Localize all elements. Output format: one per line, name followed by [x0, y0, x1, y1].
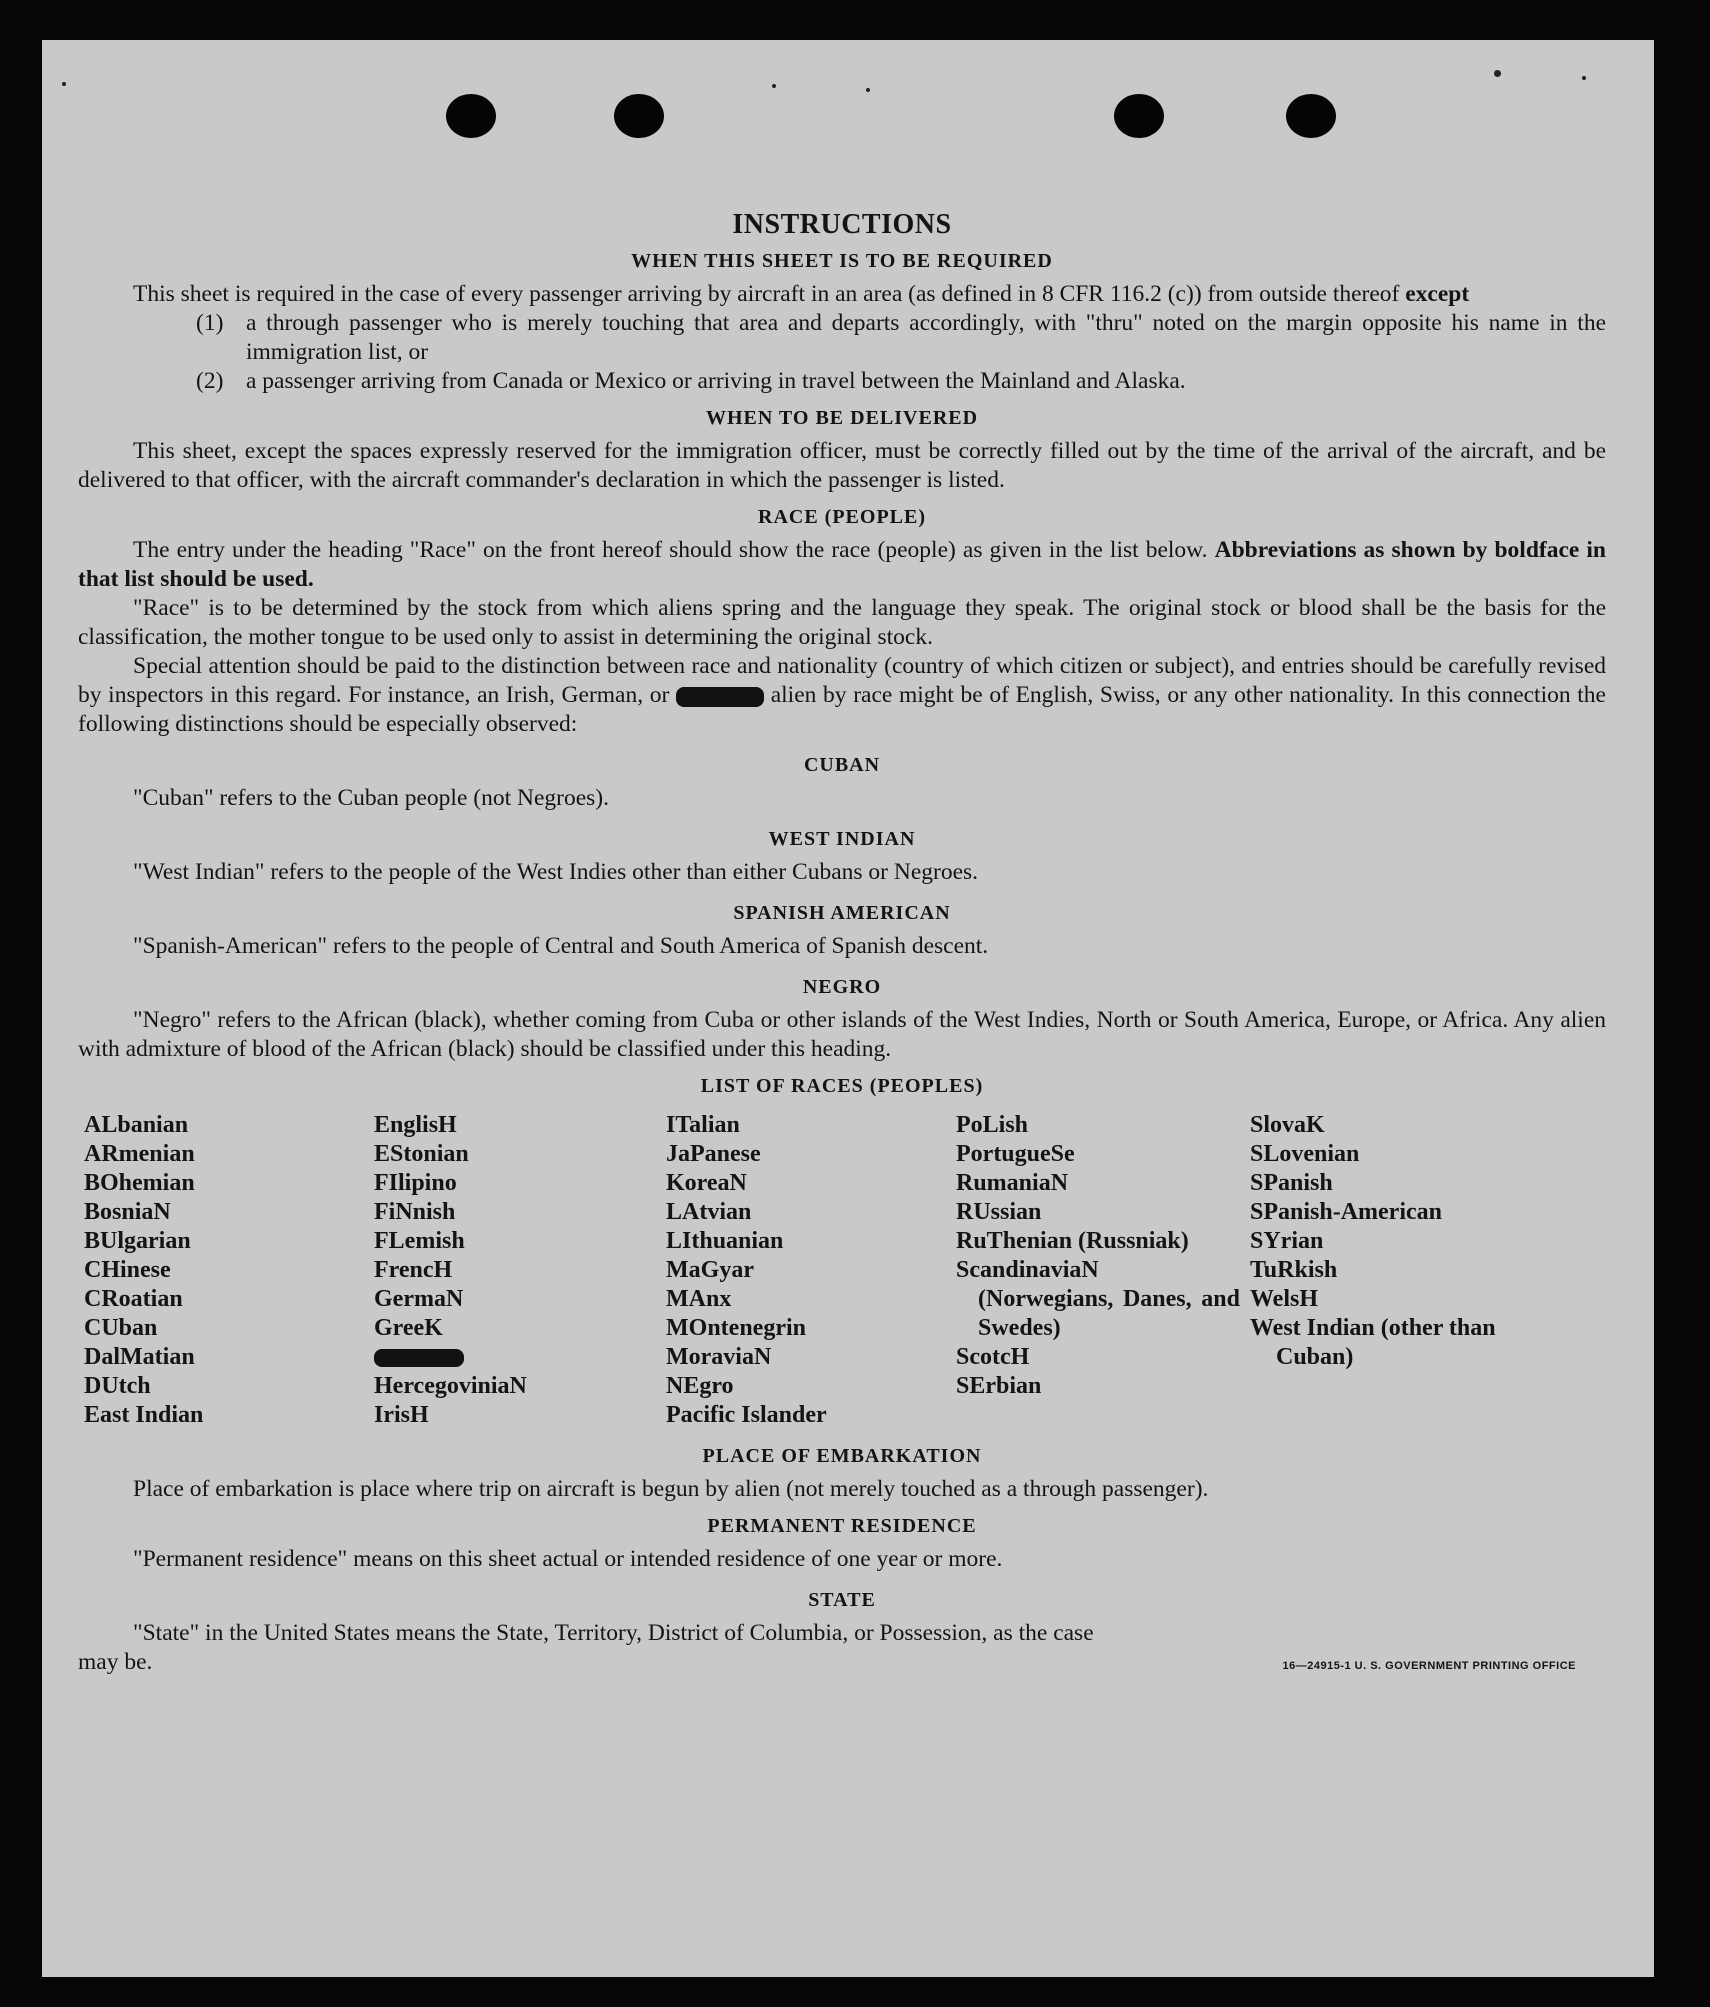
list-item: CHinese	[84, 1257, 171, 1283]
races-column-1	[78, 1111, 374, 1430]
heading-list-of-races: LIST OF RACES (PEOPLES)	[700, 1075, 984, 1097]
races-column-3	[666, 1111, 956, 1430]
list-item: PortugueSe	[956, 1141, 1075, 1167]
list-item: SPanish	[1250, 1170, 1333, 1196]
heading-embarkation: PLACE OF EMBARKATION	[702, 1445, 982, 1467]
list-item: FLemish	[374, 1228, 465, 1254]
heading-permanent-residence: PERMANENT RESIDENCE	[707, 1515, 977, 1537]
redaction-mark	[374, 1349, 464, 1367]
heading-west-indian: WEST INDIAN	[768, 828, 916, 850]
list-item: RUssian	[956, 1199, 1042, 1225]
list-item: SlovaK	[1250, 1112, 1325, 1138]
list-item: ScotcH	[956, 1344, 1030, 1370]
state-text-end: may be. 16—24915-1 U. S. GOVERNMENT PRINTING OFFICE	[78, 1648, 1606, 1681]
heading-state: STATE	[808, 1589, 876, 1611]
list-item: MOntenegrin	[666, 1315, 806, 1341]
heading-negro: NEGRO	[802, 976, 882, 998]
punch-hole	[1286, 94, 1336, 138]
list-item: NEgro	[666, 1373, 734, 1399]
list-item: MAnx	[666, 1286, 732, 1312]
list-item: RuThenian (Russniak)	[956, 1228, 1189, 1254]
list-item: ALbanian	[84, 1112, 189, 1138]
paper-speck	[1582, 76, 1586, 80]
list-item: MaGyar	[666, 1257, 754, 1283]
list-item: IrisH	[374, 1402, 429, 1428]
list-item: SPanish-American	[1250, 1199, 1442, 1225]
list-item: SLovenian	[1250, 1141, 1360, 1167]
punch-hole	[614, 94, 664, 138]
negro-text: "Negro" refers to the African (black), whether coming from Cuba or other islands of the West Indies, North or South America, Europe, or Africa. Any alien with admixture of blood of the African (black) should be classified under this heading.	[78, 1007, 1606, 1062]
printing-office-footer: 16—24915-1 U. S. GOVERNMENT PRINTING OFFICE	[1282, 1660, 1576, 1672]
redaction-mark	[676, 687, 764, 707]
list-item: West Indian (other than Cuban)	[1250, 1315, 1496, 1370]
list-item: BOhemian	[84, 1170, 195, 1196]
list-item: FIlipino	[374, 1170, 457, 1196]
heading-race: RACE (PEOPLE)	[758, 506, 926, 528]
list-item: (1) a through passenger who is merely touching that area and departs accordingly, with "thru" noted on the margin opposite his name in the immigration list, or	[196, 310, 1606, 365]
race-paragraph-3: Special attention should be paid to the distinction between race and nationality (country of which citizen or subject), and entries should be carefully revised by inspectors in this regard. For instance, an Irish, German, or alien by race might be of English, Swiss, or any other nationality. In this connection the following distinctions should be especially observed:	[78, 653, 1606, 737]
state-text: "State" in the United States means the State, Territory, District of Columbia, or Possession, as the case	[133, 1620, 1094, 1646]
list-item: JaPanese	[666, 1141, 761, 1167]
list-item: GreeK	[374, 1315, 443, 1341]
list-item: Pacific Islander	[666, 1402, 827, 1428]
races-column-5	[1250, 1111, 1500, 1430]
list-item: RumaniaN	[956, 1170, 1069, 1196]
list-item: PoLish	[956, 1112, 1029, 1138]
paper-speck	[1494, 70, 1501, 77]
list-item: CRoatian	[84, 1286, 183, 1312]
when-delivered-text: This sheet, except the spaces expressly reserved for the immigration officer, must be correctly filled out by the time of the arrival of the aircraft, and be delivered to that officer, with the aircraft commander's declaration in which the passenger is listed.	[78, 438, 1606, 493]
spanish-american-text: "Spanish-American" refers to the people of Central and South America of Spanish descent.	[133, 933, 989, 959]
when-required-intro: This sheet is required in the case of every passenger arriving by aircraft in an area (as defined in 8 CFR 116.2 (c)) from outside thereof except	[133, 281, 1470, 307]
races-list	[78, 1111, 1606, 1430]
list-item: ARmenian	[84, 1141, 195, 1167]
list-item: FiNnish	[374, 1199, 456, 1225]
list-item: ITalian	[666, 1112, 740, 1138]
residence-text: "Permanent residence" means on this sheet actual or intended residence of one year or more.	[133, 1546, 1003, 1572]
list-item: ScandinaviaN (Norwegians, Danes, and Swedes)	[956, 1257, 1240, 1341]
list-item: SErbian	[956, 1373, 1042, 1399]
list-item: KoreaN	[666, 1170, 747, 1196]
race-paragraph-1: The entry under the heading "Race" on the front hereof should show the race (people) as given in the list below. Abbreviations as shown by boldface in that list should be used.	[78, 537, 1606, 592]
list-item: HercegoviniaN	[374, 1373, 527, 1399]
heading-when-delivered: WHEN TO BE DELIVERED	[705, 407, 979, 429]
punch-hole	[446, 94, 496, 138]
list-item: DUtch	[84, 1373, 151, 1399]
list-item: SYrian	[1250, 1228, 1324, 1254]
paper-speck	[62, 82, 66, 86]
list-item: WelsH	[1250, 1286, 1319, 1312]
heading-when-required: WHEN THIS SHEET IS TO BE REQUIRED	[631, 250, 1053, 272]
list-item: BUlgarian	[84, 1228, 191, 1254]
heading-cuban: CUBAN	[803, 754, 881, 776]
list-item	[374, 1343, 666, 1372]
list-item: FrencH	[374, 1257, 453, 1283]
punch-hole	[1114, 94, 1164, 138]
list-item: LIthuanian	[666, 1228, 784, 1254]
cuban-text: "Cuban" refers to the Cuban people (not Negroes).	[133, 785, 609, 811]
page-title: INSTRUCTIONS	[732, 209, 952, 240]
list-item: GermaN	[374, 1286, 464, 1312]
paper-speck	[772, 84, 776, 88]
west-indian-text: "West Indian" refers to the people of the West Indies other than either Cubans or Negroes.	[133, 859, 979, 885]
races-column-4	[956, 1111, 1250, 1430]
embarkation-text: Place of embarkation is place where trip on aircraft is begun by alien (not merely touched as a through passenger).	[133, 1476, 1209, 1502]
heading-spanish-american: SPANISH AMERICAN	[733, 902, 951, 924]
list-item: (2) a passenger arriving from Canada or Mexico or arriving in travel between the Mainland and Alaska.	[196, 368, 1186, 394]
list-item: LAtvian	[666, 1199, 752, 1225]
paper-speck	[866, 88, 870, 92]
races-column-2	[374, 1111, 666, 1430]
list-item: CUban	[84, 1315, 158, 1341]
list-item: MoraviaN	[666, 1344, 772, 1370]
list-item: East Indian	[84, 1402, 204, 1428]
list-item: EStonian	[374, 1141, 469, 1167]
list-item: BosniaN	[84, 1199, 171, 1225]
list-item: EnglisH	[374, 1112, 457, 1138]
list-item: DalMatian	[84, 1344, 195, 1370]
document-page	[42, 40, 1654, 1977]
list-item: TuRkish	[1250, 1257, 1338, 1283]
race-paragraph-2: "Race" is to be determined by the stock from which aliens spring and the language they speak. The original stock or blood shall be the basis for the classification, the mother tongue to be used only to assist in determining the original stock.	[78, 595, 1606, 650]
